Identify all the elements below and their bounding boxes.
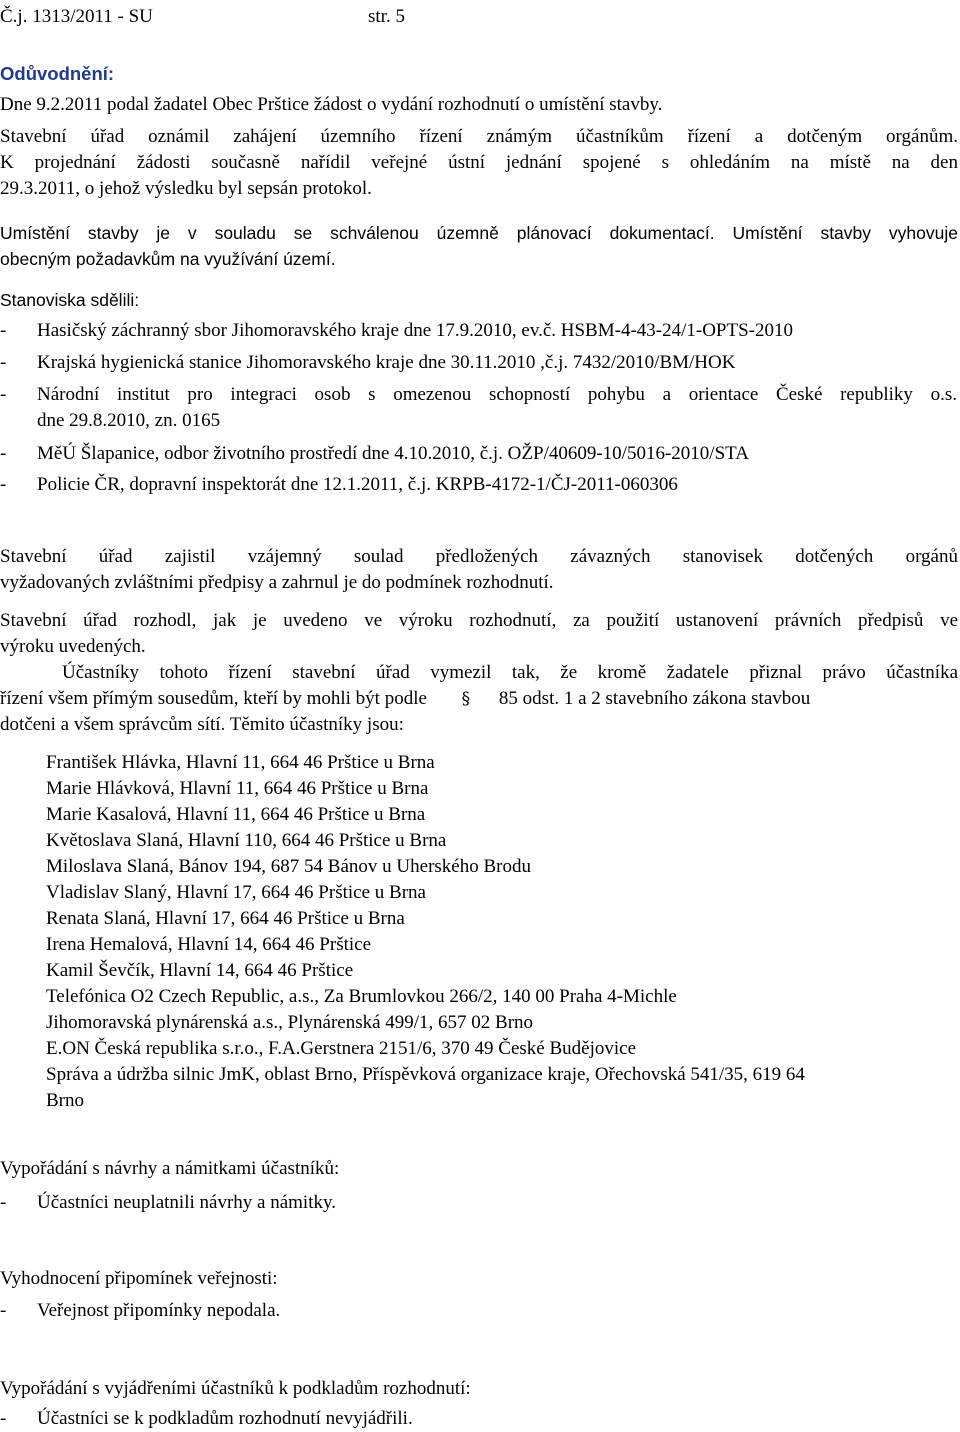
paragraph-compliance-line-1: Umístění stavby je v souladu se schválenou územně plánovací dokumentací. Umístění stavby vyhovuje bbox=[0, 223, 958, 243]
statement-text: MěÚ Šlapanice, odbor životního prostředí dne 4.10.2010, č.j. OŽP/40609-10/5016-2010/STA bbox=[37, 443, 749, 464]
paragraph-proceedings-line-1: Stavební úřad oznámil zahájení územního řízení známým účastníkům řízení a dotčeným orgánům. bbox=[0, 126, 958, 147]
section-sign: § bbox=[461, 689, 471, 709]
objections-text: Účastníci neuplatnili návrhy a námitky. bbox=[37, 1192, 336, 1213]
paragraph-proceedings-line-3: 29.3.2011, o jehož výsledku byl sepsán protokol. bbox=[0, 178, 372, 199]
statement-item bbox=[0, 350, 958, 376]
statement-text: Policie ČR, dopravní inspektorát dne 12.1.2011, č.j. KRPB-4172-1/ČJ-2011-060306 bbox=[37, 474, 678, 495]
statement-item bbox=[0, 441, 958, 467]
page-header bbox=[0, 4, 960, 28]
list-item: Marie Hlávková, Hlavní 11, 664 46 Prštice u Brna bbox=[46, 778, 429, 799]
paragraph-participants-line-1: Účastníky tohoto řízení stavební úřad vymezil tak, že kromě žadatele přiznal právo účastníka bbox=[62, 662, 958, 683]
participants-text-a: řízení všem přímým sousedům, kteří by mohli být podle bbox=[0, 688, 427, 709]
statement-item bbox=[0, 382, 958, 434]
paragraph-proceedings-line-2: K projednání žádosti současně nařídil veřejné ústní jednání spojené s ohledáním na místě na den bbox=[0, 152, 958, 173]
list-item: Jihomoravská plynárenská a.s., Plynárenská 499/1, 657 02 Brno bbox=[46, 1012, 534, 1033]
paragraph-harmony-line-2: vyžadovaných zvláštními předpisy a zahrnul je do podmínek rozhodnutí. bbox=[0, 572, 554, 593]
public-comments-heading: Vyhodnocení připomínek veřejnosti: bbox=[0, 1268, 278, 1289]
list-dash: - bbox=[0, 320, 7, 341]
list-dash: - bbox=[0, 474, 7, 495]
list-item: Vladislav Slaný, Hlavní 17, 664 46 Prštice u Brna bbox=[46, 882, 426, 903]
list-dash: - bbox=[0, 1300, 7, 1321]
paragraph-participants-line-2 bbox=[0, 686, 958, 712]
page-number: str. 5 bbox=[368, 6, 405, 27]
case-reference: Č.j. 1313/2011 - SU bbox=[0, 6, 153, 27]
list-item: Správa a údržba silnic JmK, oblast Brno, Příspěvková organizace kraje, Ořechovská 541/35, 619 64 bbox=[46, 1064, 805, 1085]
list-item: Kamil Ševčík, Hlavní 14, 664 46 Prštice bbox=[46, 960, 354, 981]
list-dash: - bbox=[0, 1408, 7, 1429]
evidence-statements-text: Účastníci se k podkladům rozhodnutí nevyjádřili. bbox=[37, 1408, 413, 1429]
list-dash: - bbox=[0, 352, 7, 373]
objections-heading: Vypořádání s návrhy a námitkami účastníků: bbox=[0, 1158, 340, 1179]
paragraph-participants-line-3: dotčeni a všem správcům sítí. Těmito účastníky jsou: bbox=[0, 714, 404, 735]
statement-text-continued: dne 29.8.2010, zn. 0165 bbox=[37, 410, 221, 431]
list-dash: - bbox=[0, 1192, 7, 1213]
list-item: Marie Kasalová, Hlavní 11, 664 46 Prštice u Brna bbox=[46, 804, 426, 825]
paragraph-decision-line-1: Stavební úřad rozhodl, jak je uvedeno ve výroku rozhodnutí, za použití ustanovení právních předpisů ve bbox=[0, 610, 958, 631]
paragraph-harmony-line-1: Stavební úřad zajistil vzájemný soulad předložených závazných stanovisek dotčených orgánů bbox=[0, 546, 958, 567]
evidence-statements-item bbox=[0, 1406, 958, 1432]
paragraph-application: Dne 9.2.2011 podal žadatel Obec Prštice žádost o vydání rozhodnutí o umístění stavby. bbox=[0, 94, 663, 115]
list-item: Irena Hemalová, Hlavní 14, 664 46 Prštice bbox=[46, 934, 372, 955]
statement-text: Krajská hygienická stanice Jihomoravského kraje dne 30.11.2010 ,č.j. 7432/2010/BM/HOK bbox=[37, 352, 736, 373]
public-comments-text: Veřejnost připomínky nepodala. bbox=[37, 1300, 281, 1321]
public-comments-item bbox=[0, 1298, 958, 1324]
statement-text: Hasičský záchranný sbor Jihomoravského kraje dne 17.9.2010, ev.č. HSBM-4-43-24/1-OPTS-2010 bbox=[37, 320, 793, 341]
list-item: František Hlávka, Hlavní 11, 664 46 Prštice u Brna bbox=[46, 752, 435, 773]
list-dash: - bbox=[0, 384, 7, 405]
objections-item bbox=[0, 1190, 958, 1216]
paragraph-compliance-line-2: obecným požadavkům na využívání území. bbox=[0, 249, 336, 269]
list-item: Telefónica O2 Czech Republic, a.s., Za Brumlovkou 266/2, 140 00 Praha 4-Michle bbox=[46, 986, 677, 1007]
statement-text: Národní institut pro integraci osob s omezenou schopností pohybu a orientace České republiky o.s. bbox=[37, 384, 957, 405]
list-item: Renata Slaná, Hlavní 17, 664 46 Prštice u Brna bbox=[46, 908, 405, 929]
list-item: Květoslava Slaná, Hlavní 110, 664 46 Prštice u Brna bbox=[46, 830, 447, 851]
participants-text-b: 85 odst. 1 a 2 stavebního zákona stavbou bbox=[498, 688, 811, 709]
list-item: E.ON Česká republika s.r.o., F.A.Gerstnera 2151/6, 370 49 České Budějovice bbox=[46, 1038, 637, 1059]
paragraph-decision-line-2: výroku uvedených. bbox=[0, 636, 146, 657]
statement-item bbox=[0, 318, 958, 344]
list-item: Brno bbox=[46, 1090, 84, 1111]
list-dash: - bbox=[0, 443, 7, 464]
statements-intro: Stanoviska sdělili: bbox=[0, 290, 140, 310]
reasoning-heading: Odůvodnění: bbox=[0, 63, 115, 84]
list-item: Miloslava Slaná, Bánov 194, 687 54 Bánov u Uherského Brodu bbox=[46, 856, 531, 877]
evidence-statements-heading: Vypořádání s vyjádřeními účastníků k podkladům rozhodnutí: bbox=[0, 1378, 471, 1399]
statement-item bbox=[0, 472, 958, 498]
